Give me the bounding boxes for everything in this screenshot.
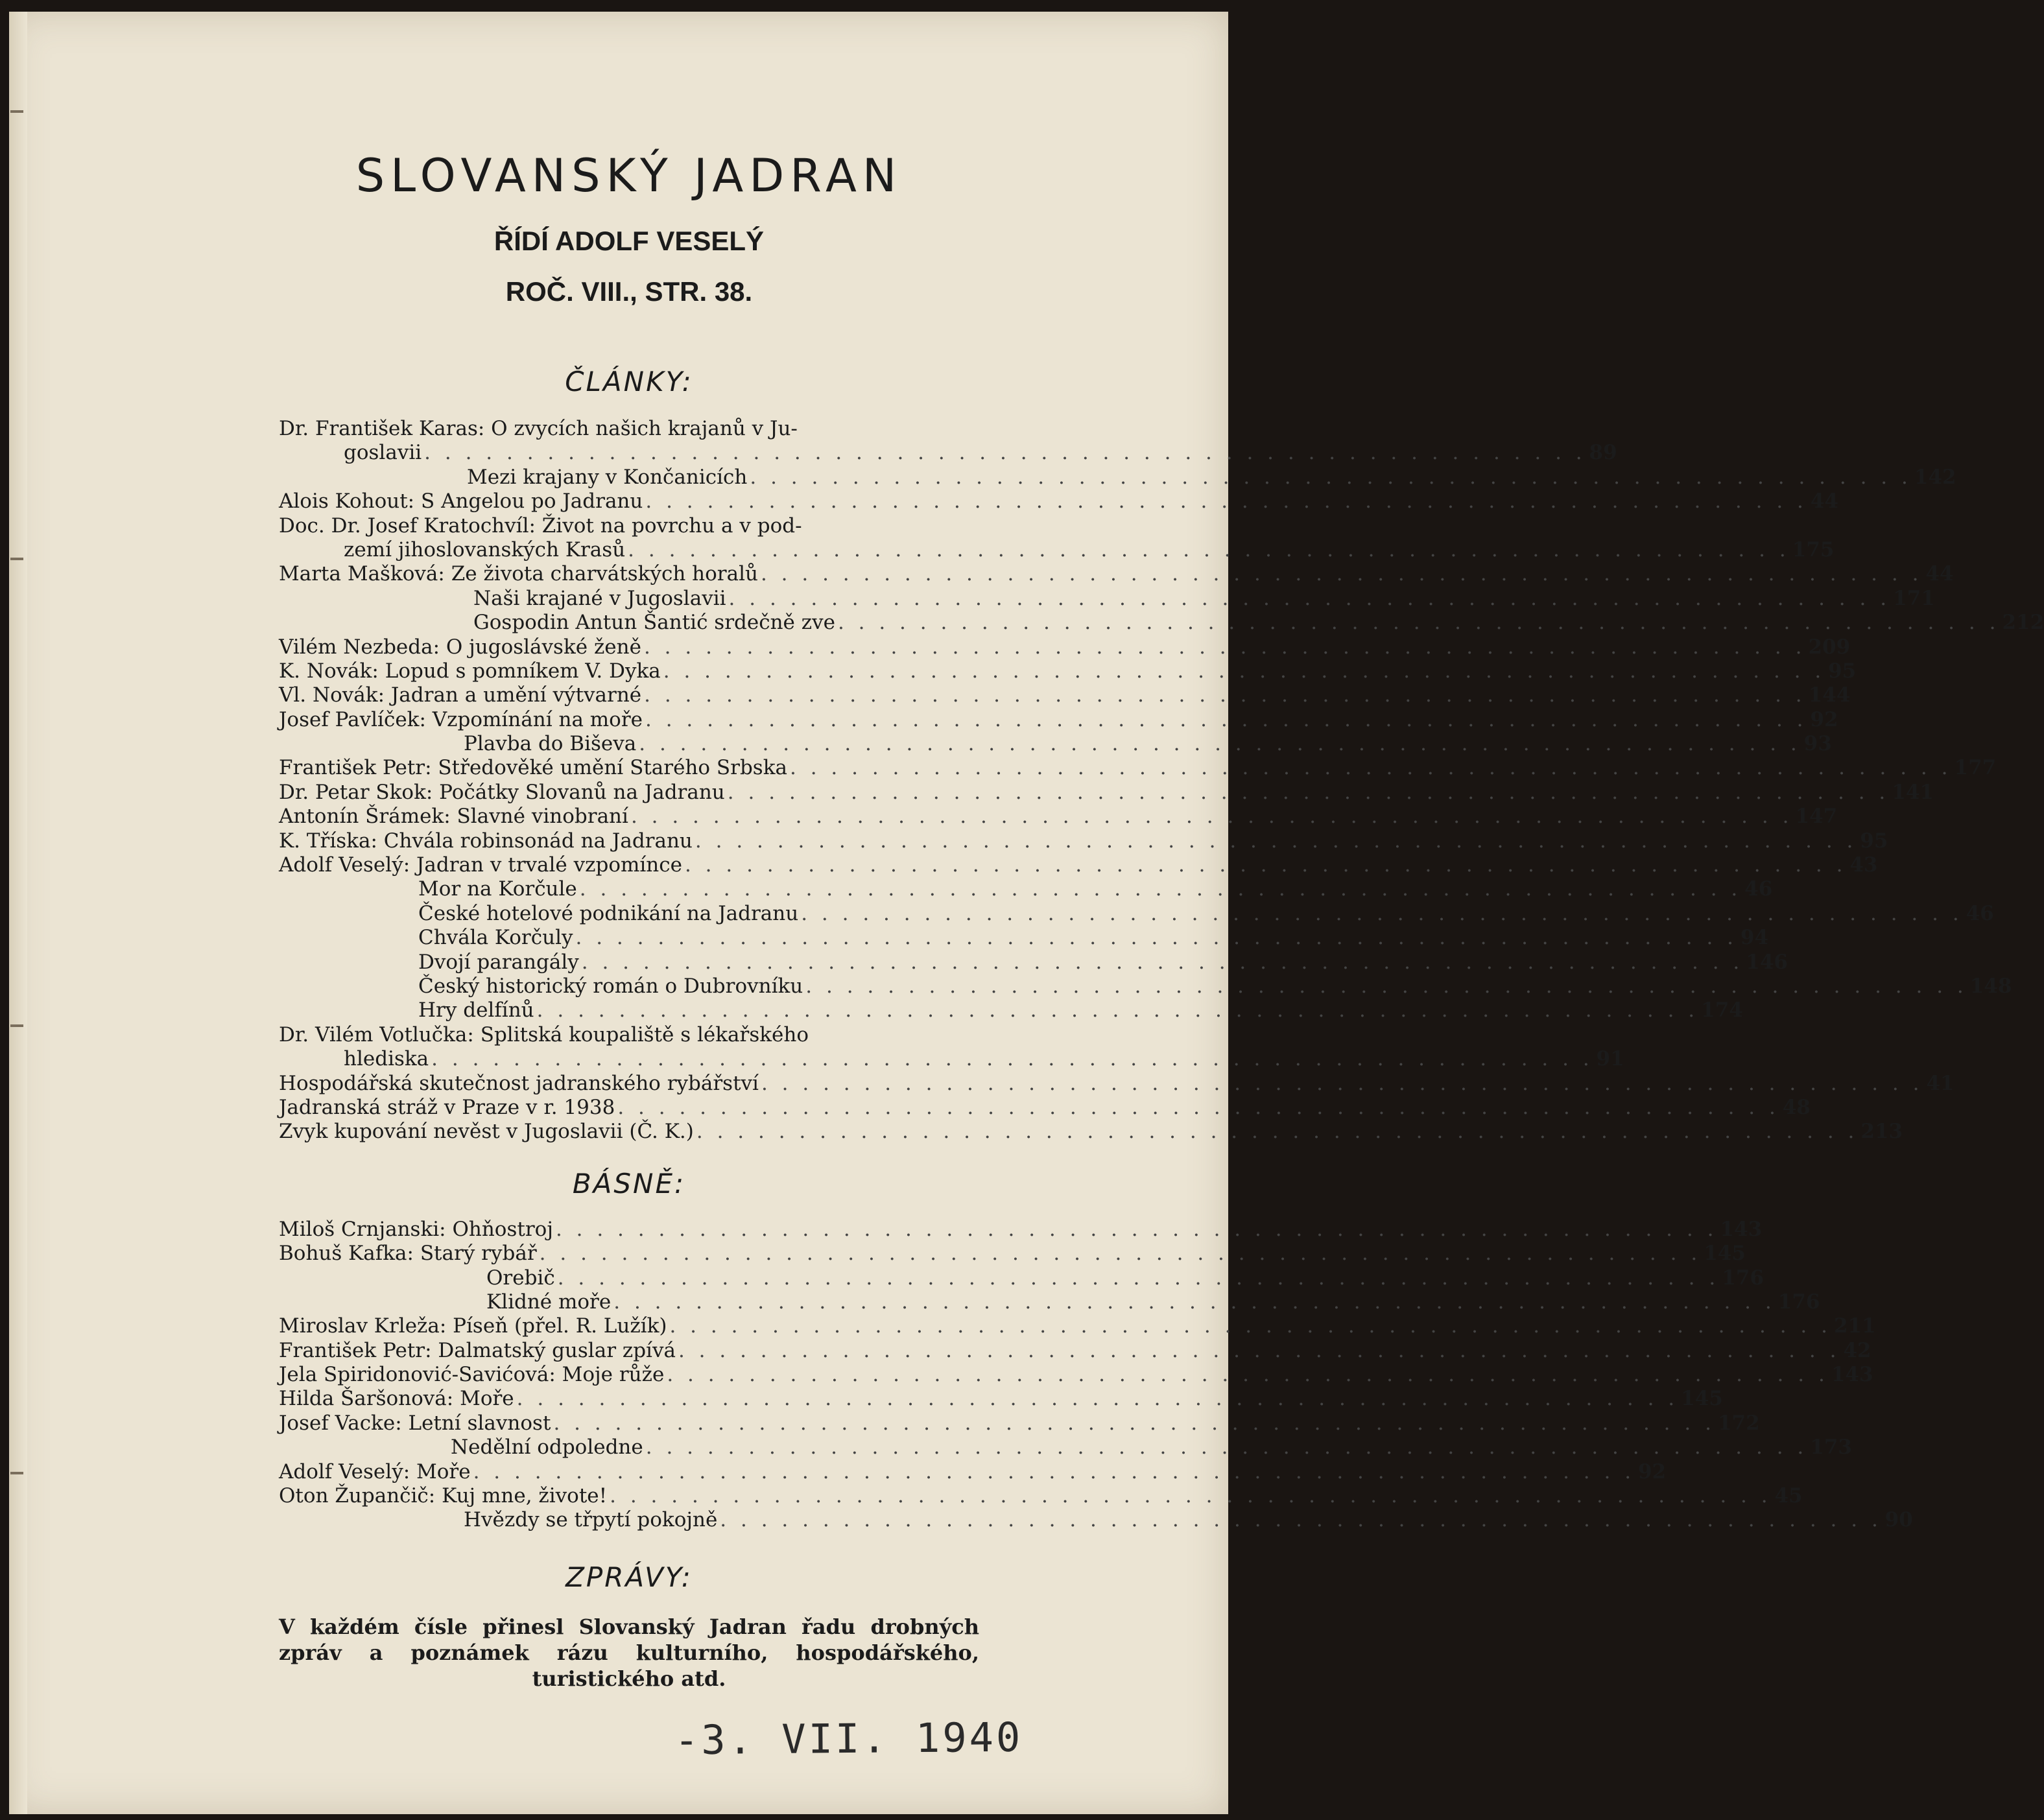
entry-title: Dr. Petar Skok: Počátky Slovanů na Jadranu: [279, 780, 725, 804]
entry-title: Český historický román o Dubrovníku: [418, 974, 803, 998]
leader-dots: [838, 611, 2000, 635]
toc-entry: [279, 1266, 1764, 1290]
entry-title: K. Novák: Lopud s pomníkem V. Dyka: [279, 659, 661, 683]
entry-page: 146: [1746, 950, 1788, 974]
toc-entry: [279, 1484, 1803, 1508]
leader-dots: [645, 708, 1807, 732]
leader-dots: [761, 1072, 1923, 1096]
entry-page: 44: [1810, 490, 1838, 514]
entry-title: Josef Pavlíček: Vzpomínání na moře: [279, 707, 643, 731]
entry-page: 93: [1803, 732, 1832, 756]
edge-mark: [10, 558, 23, 560]
leader-dots: [729, 587, 1891, 611]
toc-entry: [279, 1095, 1811, 1120]
toc-entry: [279, 1047, 1624, 1071]
edge-mark: [10, 110, 23, 113]
entry-title: Nedělní odpoledne: [451, 1436, 643, 1460]
entry-page: 176: [1722, 1266, 1764, 1290]
entry-page: 143: [1720, 1217, 1763, 1241]
toc-entry: [279, 1387, 1723, 1411]
leader-dots: [720, 1508, 1882, 1532]
leader-dots: [613, 1290, 1776, 1314]
entry-title: František Petr: Středověké umění Starého Srbska: [279, 756, 787, 780]
leader-dots: [553, 1412, 1715, 1436]
entry-page: 44: [1925, 562, 1954, 586]
leader-dots: [646, 1436, 1808, 1460]
entry-title: Hry delfínů: [418, 999, 534, 1022]
entry-title: Marta Mašková: Ze života charvátských horalů: [279, 562, 758, 586]
toc-entry: [279, 1023, 979, 1047]
leader-dots: [667, 1363, 1829, 1387]
leader-dots: [610, 1484, 1772, 1508]
leader-dots: [750, 466, 1912, 490]
toc-entry: [279, 490, 1838, 514]
entry-page: 213: [1860, 1120, 1903, 1144]
leader-dots: [628, 538, 1790, 562]
toc-entry: [279, 1290, 1820, 1314]
entry-page: 94: [1740, 926, 1769, 950]
entry-title: hlediska: [344, 1047, 429, 1071]
entry-title: Dvojí parangály: [418, 950, 579, 974]
leader-dots: [696, 1120, 1859, 1144]
toc-entry: [279, 1508, 1913, 1532]
toc-entry: [279, 974, 2012, 999]
toc-entry: [279, 635, 1851, 659]
toc-entry: [279, 901, 1994, 926]
entry-page: 90: [1884, 1508, 1913, 1532]
entry-title: Zvyk kupování nevěst v Jugoslavii (Č. K.): [279, 1120, 694, 1144]
toc-entry: [279, 732, 1832, 756]
toc-entry: [279, 538, 1835, 562]
toc-entry: [279, 1411, 1760, 1436]
leader-dots: [473, 1460, 1635, 1484]
edge-mark: [10, 1024, 23, 1027]
news-paragraph: V každém čísle přinesl Slovanský Jadran řadu drobných zpráv a poznámek rázu kulturního, hospodářského, turistického atd.: [279, 1614, 979, 1691]
entry-title: Oton Župančič: Kuj mne, živote!: [279, 1484, 608, 1508]
entry-title: zemí jihoslovanských Krasů: [344, 538, 626, 561]
entry-page: 92: [1810, 707, 1838, 731]
entry-page: 95: [1860, 829, 1888, 853]
leader-dots: [644, 635, 1806, 659]
leader-dots: [631, 805, 1793, 829]
entry-page: 91: [1596, 1047, 1624, 1071]
poems-heading: BÁSNĚ:: [572, 1167, 686, 1200]
entry-title: Vilém Nezbeda: O jugoslávské ženě: [279, 635, 641, 659]
entry-title: goslavii: [344, 441, 422, 465]
toc-entry: [279, 465, 1956, 490]
leader-dots: [617, 1096, 1779, 1120]
poems-list: [279, 1217, 1913, 1533]
entry-title: Josef Vacke: Letní slavnost: [279, 1411, 551, 1435]
entry-title: Miloš Crnjanski: Ohňostroj: [279, 1217, 553, 1241]
toc-entry: [279, 562, 1954, 586]
entry-page: 46: [1744, 877, 1773, 901]
entry-page: 175: [1792, 538, 1835, 561]
toc-entry: [279, 756, 1997, 780]
toc-entry: [279, 1436, 1852, 1460]
leader-dots: [645, 490, 1807, 514]
entry-page: 176: [1777, 1290, 1820, 1314]
toc-entry: [279, 1120, 1903, 1144]
entry-title: Jadranská stráž v Praze v r. 1938: [279, 1095, 615, 1119]
toc-entry: [279, 877, 1773, 901]
toc-entry: [279, 441, 1617, 465]
entry-title: Hospodářská skutečnost jadranského rybářství: [279, 1071, 759, 1095]
entry-page: 148: [1969, 974, 2012, 998]
entry-page: 143: [1831, 1363, 1873, 1387]
entry-page: 145: [1704, 1242, 1746, 1266]
leader-dots: [801, 902, 1963, 926]
entry-title: Orebič: [486, 1266, 555, 1290]
articles-list: [279, 417, 2044, 1144]
toc-entry: [279, 417, 979, 441]
entry-page: 92: [1637, 1460, 1667, 1483]
toc-entry: [279, 1314, 1876, 1338]
entry-title: České hotelové podnikání na Jadranu: [418, 901, 799, 925]
entry-page: 41: [1926, 1071, 1955, 1095]
leader-dots: [669, 1314, 1831, 1338]
entry-page: 142: [1914, 465, 1956, 489]
toc-entry: [279, 1217, 1763, 1242]
entry-page: 46: [1966, 901, 1994, 925]
entry-title: Jela Spiridonović-Savićová: Moje růže: [279, 1363, 665, 1387]
issue-line: ROČ. VIII., STR. 38.: [505, 276, 753, 307]
toc-entry: [279, 1338, 1872, 1363]
toc-entry: [279, 926, 1769, 950]
entry-title: Chvála Korčuly: [418, 926, 573, 950]
edge-mark: [10, 1472, 23, 1474]
leader-dots: [424, 441, 1586, 465]
entry-page: 43: [1849, 853, 1878, 877]
entry-title: Adolf Veselý: Moře: [279, 1460, 471, 1483]
toc-entry: [279, 611, 2044, 635]
toc-entry: [279, 683, 1851, 707]
page-spine: [9, 12, 27, 1814]
leader-dots: [431, 1047, 1593, 1071]
entry-title: Mor na Korčule: [418, 877, 577, 901]
toc-entry: [279, 805, 1838, 829]
entry-page: 89: [1589, 441, 1617, 465]
entry-title: Alois Kohout: S Angelou po Jadranu: [279, 490, 643, 514]
entry-title: Dr. Vilém Votlučka: Splitská koupaliště s lékařského: [279, 1022, 809, 1046]
toc-entry: [279, 1460, 1667, 1484]
entry-title: Gospodin Antun Šantić srdečně zve: [473, 611, 835, 635]
entry-title: Bohuš Kafka: Starý rybář: [279, 1242, 537, 1266]
leader-dots: [644, 683, 1806, 707]
articles-heading: ČLÁNKY:: [565, 366, 693, 397]
entry-page: 144: [1808, 683, 1851, 707]
entry-title: Klidné moře: [486, 1290, 612, 1314]
entry-page: 172: [1717, 1411, 1760, 1435]
leader-dots: [678, 1339, 1840, 1363]
page-content: [279, 149, 2044, 1712]
leader-dots: [558, 1266, 1720, 1290]
leader-dots: [556, 1218, 1718, 1242]
toc-entry: [279, 1242, 1746, 1266]
toc-entry: [279, 853, 1878, 877]
entry-title: Miroslav Krleža: Píseň (přel. R. Lužík): [279, 1314, 667, 1338]
toc-entry: [279, 659, 1857, 683]
leader-dots: [805, 975, 1967, 999]
leader-dots: [517, 1387, 1679, 1411]
date-stamp: -3. VII. 1940: [674, 1713, 1023, 1764]
leader-dots: [663, 659, 1825, 683]
leader-dots: [695, 829, 1857, 853]
leader-dots: [790, 756, 1952, 780]
toc-entry: [279, 1363, 1873, 1387]
leader-dots: [639, 732, 1801, 756]
entry-page: 177: [1954, 756, 1997, 780]
leader-dots: [728, 781, 1890, 805]
entry-page: 145: [1681, 1387, 1723, 1411]
leader-dots: [537, 999, 1699, 1022]
entry-page: 45: [1774, 1484, 1803, 1508]
entry-page: 95: [1828, 659, 1857, 683]
entry-page: 174: [1701, 999, 1743, 1022]
entry-title: František Petr: Dalmatský guslar zpívá: [279, 1338, 676, 1362]
entry-page: 147: [1795, 805, 1838, 829]
entry-page: 209: [1808, 635, 1851, 659]
entry-title: Mezi krajany v Končanicích: [467, 465, 748, 489]
entry-title: Dr. František Karas: O zvycích našich krajanů v Ju-: [279, 417, 798, 440]
entry-title: Plavba do Biševa: [464, 732, 637, 756]
news-heading: ZPRÁVY:: [565, 1561, 693, 1593]
entry-title: K. Tříska: Chvála robinsonád na Jadranu: [279, 829, 693, 853]
leader-dots: [685, 853, 1847, 877]
entry-page: 48: [1782, 1095, 1811, 1119]
toc-entry: [279, 586, 1935, 611]
journal-title: SLOVANSKÝ JADRAN: [355, 149, 903, 202]
entry-page: 211: [1833, 1314, 1876, 1338]
entry-title: Vl. Novák: Jadran a umění výtvarné: [279, 683, 642, 707]
toc-entry: [279, 514, 979, 538]
entry-title: Naši krajané v Jugoslavii: [473, 586, 726, 610]
toc-entry: [279, 999, 1743, 1022]
leader-dots: [540, 1242, 1702, 1266]
entry-title: Hvězdy se třpytí pokojně: [464, 1508, 718, 1532]
entry-title: Antonín Šrámek: Slavné vinobraní: [279, 805, 628, 829]
entry-page: 173: [1810, 1436, 1852, 1460]
toc-entry: [279, 707, 1838, 732]
toc-entry: [279, 1071, 1955, 1096]
leader-dots: [576, 926, 1738, 950]
leader-dots: [580, 877, 1742, 901]
leader-dots: [582, 951, 1744, 975]
toc-entry: [279, 950, 1788, 975]
entry-title: Adolf Veselý: Jadran v trvalé vzpomínce: [279, 853, 682, 877]
toc-entry: [279, 829, 1888, 853]
entry-page: 171: [1893, 586, 1935, 610]
entry-page: 42: [1843, 1338, 1872, 1362]
entry-title: Hilda Šaršonová: Moře: [279, 1387, 514, 1411]
toc-entry: [279, 780, 1934, 805]
entry-page: 212: [2002, 611, 2044, 635]
editor-line: ŘÍDÍ ADOLF VESELÝ: [493, 226, 765, 256]
entry-title: Doc. Dr. Josef Kratochvíl: Život na povrchu a v pod-: [279, 514, 802, 538]
entry-page: 141: [1892, 780, 1934, 804]
leader-dots: [761, 562, 1923, 586]
